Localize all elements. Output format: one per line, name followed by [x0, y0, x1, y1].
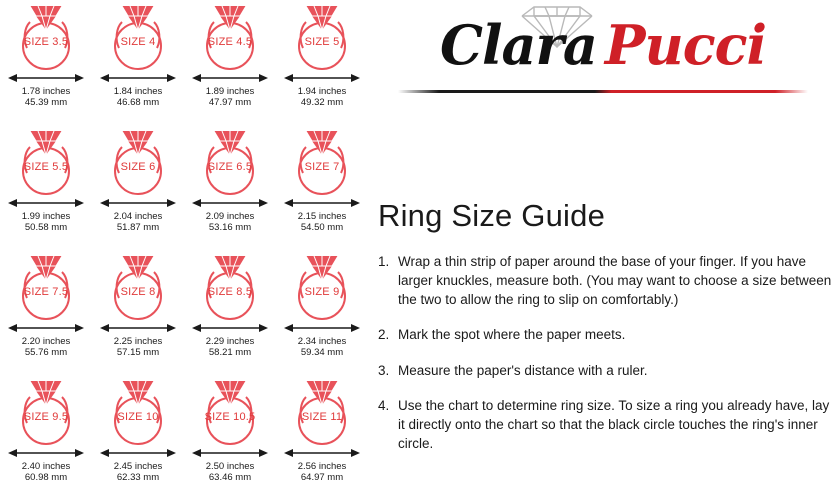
diameter-arrow-icon [8, 322, 84, 334]
ring-mm: 53.16 mm [208, 222, 252, 234]
instruction-step [378, 325, 836, 344]
ring-illustration-icon [276, 375, 368, 449]
ring-size-label: SIZE 7.5 [23, 286, 69, 298]
ring-mm: 47.97 mm [208, 97, 252, 109]
page-title: Ring Size Guide [378, 198, 606, 233]
ring-size-label: SIZE 8 [120, 286, 156, 298]
diameter-arrow-icon [100, 447, 176, 459]
ring-inches: 1.84 inches [113, 86, 163, 97]
ring-illustration-icon [276, 125, 368, 199]
ring-size-cell [0, 250, 92, 375]
ring-inches: 2.04 inches [113, 211, 163, 222]
brand-word-pucci: Pucci [604, 13, 767, 77]
ring-measurements [298, 86, 347, 108]
ring-measurements [206, 211, 255, 233]
ring-size-cell [184, 0, 276, 125]
ring-size-label: SIZE 5 [304, 36, 340, 48]
ring-illustration-icon [0, 375, 92, 449]
step-number: 1. [378, 254, 390, 269]
ring-measurements [22, 86, 71, 108]
ring-measurements [206, 86, 255, 108]
ring-inches: 2.15 inches [297, 211, 347, 222]
instruction-step [378, 361, 836, 380]
ring-inches: 1.94 inches [297, 86, 347, 97]
ring-mm: 54.50 mm [300, 222, 344, 234]
ring-inches: 2.20 inches [21, 336, 71, 347]
ring-size-label: SIZE 5.5 [23, 161, 69, 173]
ring-size-cell [0, 375, 92, 500]
ring-inches: 2.45 inches [113, 461, 163, 472]
ring-illustration-icon [0, 250, 92, 324]
ring-size-label: SIZE 6 [120, 161, 156, 173]
step-text: Mark the spot where the paper meets. [398, 327, 626, 343]
ring-mm: 63.46 mm [208, 472, 252, 484]
ring-mm: 46.68 mm [116, 97, 160, 109]
diameter-arrow-icon [192, 322, 268, 334]
ring-measurements [114, 211, 163, 233]
ring-size-cell [92, 375, 184, 500]
ring-size-cell [276, 250, 368, 375]
ring-illustration-icon [92, 0, 184, 74]
diameter-arrow-icon [100, 197, 176, 209]
diameter-arrow-icon [100, 72, 176, 84]
ring-mm: 51.87 mm [116, 222, 160, 234]
ring-mm: 45.39 mm [24, 97, 68, 109]
ring-size-cell [184, 250, 276, 375]
ring-measurements [114, 461, 163, 483]
ring-mm: 60.98 mm [24, 472, 68, 484]
ring-size-label: SIZE 3.5 [23, 36, 69, 48]
diameter-arrow-icon [192, 72, 268, 84]
instruction-step [378, 396, 836, 453]
ring-inches: 2.09 inches [205, 211, 255, 222]
ring-size-cell [0, 0, 92, 125]
diameter-arrow-icon [284, 72, 360, 84]
ring-size-label: SIZE 6.5 [207, 161, 253, 173]
ring-measurements [298, 336, 347, 358]
ring-size-chart [0, 0, 368, 501]
ring-measurements [114, 86, 163, 108]
ring-size-label: SIZE 4.5 [207, 36, 253, 48]
ring-size-cell [276, 125, 368, 250]
guide-panel [370, 0, 839, 501]
step-text: Measure the paper's distance with a ruler. [398, 362, 648, 378]
ring-size-cell [276, 0, 368, 125]
diameter-arrow-icon [192, 447, 268, 459]
ring-measurements [114, 336, 163, 358]
ring-illustration-icon [276, 250, 368, 324]
brand-word-clara: Clara [439, 13, 597, 77]
ring-inches: 1.78 inches [21, 86, 71, 97]
ring-size-label: SIZE 10 [117, 411, 159, 423]
ring-size-cell [276, 375, 368, 500]
ring-inches: 2.34 inches [297, 336, 347, 347]
ring-inches: 2.50 inches [205, 461, 255, 472]
diameter-arrow-icon [8, 72, 84, 84]
diameter-arrow-icon [284, 447, 360, 459]
diameter-arrow-icon [284, 322, 360, 334]
ring-size-cell [184, 375, 276, 500]
instruction-list [378, 252, 836, 469]
ring-illustration-icon [0, 0, 92, 74]
instruction-step [378, 252, 836, 309]
ring-inches: 2.25 inches [113, 336, 163, 347]
ring-inches: 1.99 inches [21, 211, 71, 222]
ring-inches: 1.89 inches [205, 86, 255, 97]
ring-size-cell [92, 125, 184, 250]
ring-size-cell [92, 0, 184, 125]
ring-measurements [22, 336, 71, 358]
ring-measurements [298, 461, 347, 483]
diameter-arrow-icon [8, 447, 84, 459]
ring-inches: 2.56 inches [297, 461, 347, 472]
ring-illustration-icon [184, 0, 276, 74]
ring-measurements [22, 461, 71, 483]
ring-illustration-icon [0, 125, 92, 199]
ring-illustration-icon [184, 250, 276, 324]
ring-size-label: SIZE 8.5 [207, 286, 253, 298]
ring-size-label: SIZE 9.5 [23, 411, 69, 423]
ring-size-cell [0, 125, 92, 250]
step-text: Use the chart to determine ring size. To size a ring you already have, lay it directly onto the chart so that the black circle touches the ring's inner circle. [398, 397, 830, 452]
diameter-arrow-icon [284, 197, 360, 209]
diameter-arrow-icon [100, 322, 176, 334]
ring-illustration-icon [92, 375, 184, 449]
ring-mm: 50.58 mm [24, 222, 68, 234]
ring-measurements [206, 461, 255, 483]
ring-mm: 59.34 mm [300, 347, 344, 359]
step-number: 2. [378, 327, 390, 343]
ring-mm: 64.97 mm [300, 472, 344, 484]
step-number: 3. [378, 362, 390, 378]
ring-size-label: SIZE 4 [120, 36, 156, 48]
ring-size-label: SIZE 7 [304, 161, 340, 173]
ring-mm: 62.33 mm [116, 472, 160, 484]
ring-measurements [206, 336, 255, 358]
step-text: Wrap a thin strip of paper around the base of your finger. If you have larger knuckles, measure both. (You may want to choose a size between the two to allow the ring to slip on comfortably.) [398, 254, 832, 308]
ring-illustration-icon [184, 125, 276, 199]
step-number: 4. [378, 397, 390, 413]
ring-mm: 49.32 mm [300, 97, 344, 109]
ring-measurements [22, 211, 71, 233]
brand-name [378, 13, 828, 77]
ring-mm: 55.76 mm [24, 347, 68, 359]
ring-mm: 58.21 mm [208, 347, 252, 359]
ring-mm: 57.15 mm [116, 347, 160, 359]
ring-illustration-icon [92, 125, 184, 199]
ring-size-label: SIZE 10.5 [204, 411, 256, 423]
brand-logo [378, 4, 828, 96]
logo-underline [398, 90, 808, 93]
ring-size-cell [184, 125, 276, 250]
ring-illustration-icon [92, 250, 184, 324]
diameter-arrow-icon [8, 197, 84, 209]
ring-illustration-icon [276, 0, 368, 74]
ring-measurements [298, 211, 347, 233]
diameter-arrow-icon [192, 197, 268, 209]
ring-size-cell [92, 250, 184, 375]
ring-inches: 2.40 inches [21, 461, 71, 472]
ring-illustration-icon [184, 375, 276, 449]
ring-inches: 2.29 inches [205, 336, 255, 347]
ring-size-label: SIZE 9 [304, 286, 340, 298]
ring-size-label: SIZE 11 [301, 411, 343, 423]
